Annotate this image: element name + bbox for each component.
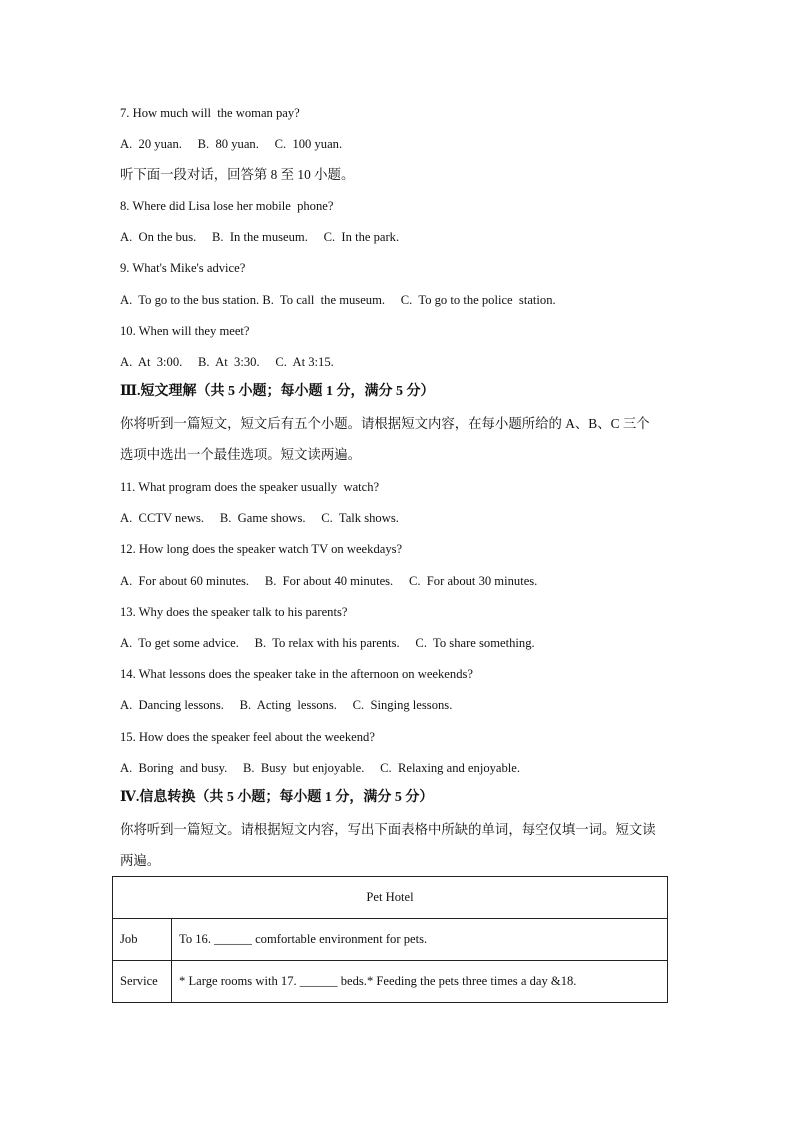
- section-4-heading: Ⅳ.信息转换（共 5 小题；每小题 1 分，满分 5 分）: [120, 790, 434, 805]
- table-row: [113, 961, 668, 1003]
- q15-question: 15. How does the speaker feel about the weekend?: [120, 730, 375, 744]
- q15-options: A. Boring and busy. B. Busy but enjoyable. C. Relaxing and enjoyable.: [120, 761, 521, 775]
- q7-question: 7. How much will the woman pay?: [120, 106, 300, 120]
- table-title: Pet Hotel: [113, 877, 668, 919]
- q14-options: A. Dancing lessons. B. Acting lessons. C. Singing lessons.: [120, 698, 453, 712]
- row-label-job: Job: [113, 919, 172, 961]
- q13-options: A. To get some advice. B. To relax with his parents. C. To share something.: [120, 636, 535, 650]
- q14-question: 14. What lessons does the speaker take in the afternoon on weekends?: [120, 667, 473, 681]
- section-3-heading: Ⅲ.短文理解（共 5 小题；每小题 1 分，满分 5 分）: [120, 384, 435, 399]
- q8-question: 8. Where did Lisa lose her mobile phone?: [120, 199, 334, 213]
- q8-options: A. On the bus. B. In the museum. C. In the park.: [120, 230, 400, 244]
- section-3-instruction-line1: 你将听到一篇短文，短文后有五个小题。请根据短文内容，在每小题所给的 A、B、C 三个: [120, 416, 650, 431]
- q9-question: 9. What's Mike's advice?: [120, 261, 246, 275]
- row-content-service: * Large rooms with 17. ______ beds.* Feeding the pets three times a day &18.: [172, 961, 668, 1003]
- q12-options: A. For about 60 minutes. B. For about 40 minutes. C. For about 30 minutes.: [120, 574, 538, 588]
- q10-question: 10. When will they meet?: [120, 324, 250, 338]
- q10-options: A. At 3:00. B. At 3:30. C. At 3:15.: [120, 355, 334, 369]
- table-title-row: [113, 877, 668, 919]
- row-label-service: Service: [113, 961, 172, 1003]
- table-row: [113, 919, 668, 961]
- q13-question: 13. Why does the speaker talk to his parents?: [120, 605, 348, 619]
- q12-question: 12. How long does the speaker watch TV on weekdays?: [120, 542, 403, 556]
- q7-options: A. 20 yuan. B. 80 yuan. C. 100 yuan.: [120, 137, 343, 151]
- q11-question: 11. What program does the speaker usually watch?: [120, 480, 380, 494]
- pet-hotel-table: [112, 876, 668, 1003]
- section-4-instruction-line2: 两遍。: [120, 853, 161, 868]
- dialogue-instruction: 听下面一段对话，回答第 8 至 10 小题。: [120, 167, 355, 182]
- q9-options: A. To go to the bus station. B. To call the museum. C. To go to the police station.: [120, 293, 556, 307]
- row-content-job: To 16. ______ comfortable environment for pets.: [172, 919, 668, 961]
- section-4-instruction-line1: 你将听到一篇短文。请根据短文内容，写出下面表格中所缺的单词，每空仅填一词。短文读: [120, 822, 656, 837]
- q11-options: A. CCTV news. B. Game shows. C. Talk shows.: [120, 511, 399, 525]
- section-3-instruction-line2: 选项中选出一个最佳选项。短文读两遍。: [120, 447, 362, 462]
